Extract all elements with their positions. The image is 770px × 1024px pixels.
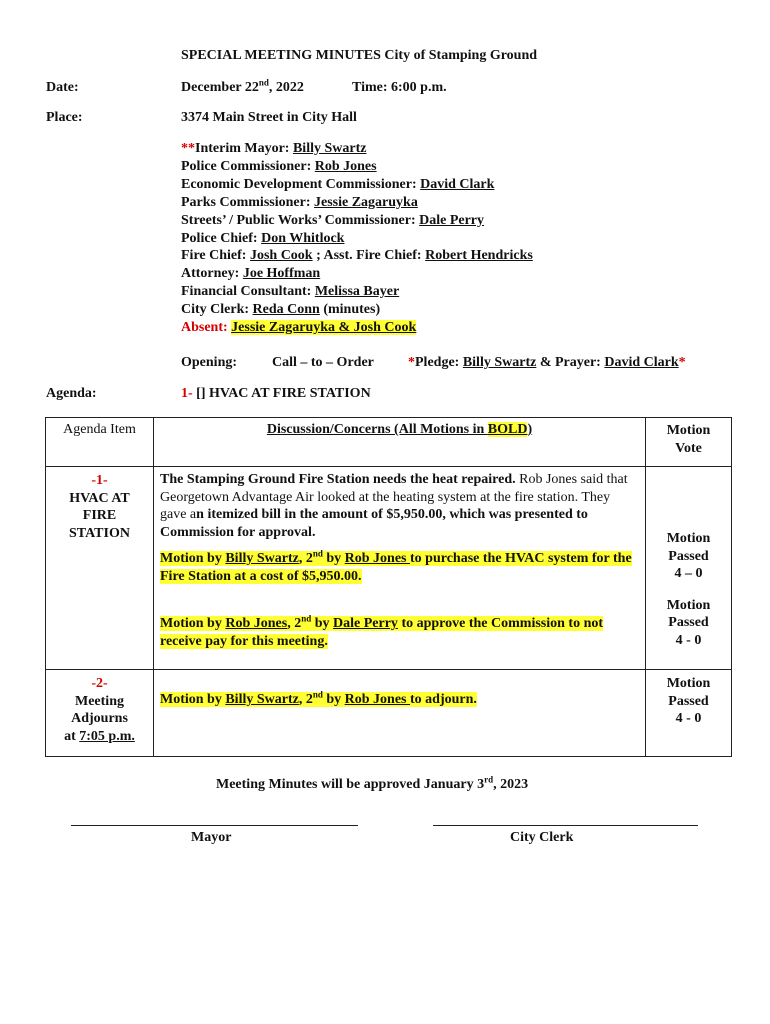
meeting-date: December 22nd, 2022 [181,77,304,95]
discussion-2 [154,670,646,757]
approval-note: Meeting Minutes will be approved January 3rd, 2023 [216,774,529,792]
mayor-signature-line [71,825,358,826]
motion-1: Motion by Billy Swartz, 2nd by Rob Jones to purchase the HVAC system for the Fire Station at a cost of $5,950.00. [160,548,632,584]
attendee-line: Fire Chief: Josh Cook ; Asst. Fire Chief: Robert Hendricks [181,248,533,264]
clerk-signature-line [433,825,698,826]
table-row [46,670,732,757]
clerk-label: City Clerk [510,830,574,845]
attendee-line: **Interim Mayor: Billy Swartz [181,141,367,156]
discussion-1 [154,467,646,670]
header-motion-vote: Motion Vote [646,418,732,467]
vote-cell-1 [646,467,732,670]
attendee-line: Financial Consultant: Melissa Bayer [181,284,400,300]
place-label: Place: [46,110,83,125]
opening-label: Opening: [181,355,238,370]
agenda-item-2: -2- Meeting Adjourns at 7:05 p.m. [46,670,154,757]
table-header-row [46,418,732,467]
date-label: Date: [46,80,79,95]
vote-cell-2 [646,670,732,757]
page-title: SPECIAL MEETING MINUTES City of Stamping Ground [181,48,538,63]
attendee-line: Economic Development Commissioner: David Clark [181,176,495,192]
agenda-table [45,417,732,757]
attendee-list [181,140,533,337]
agenda-item-1: -1- HVAC AT FIRE STATION [46,467,154,670]
attendee-line: Streets’ / Public Works’ Commissioner: Dale Perry [181,212,485,228]
agenda-heading: 1- [] HVAC AT FIRE STATION [181,386,371,401]
attendee-line: Attorney: Joe Hoffman [181,266,321,282]
vote-result-1: Motion Passed 4 – 0 [666,531,711,581]
header-discussion: Discussion/Concerns (All Motions in BOLD) [154,418,646,467]
table-row [46,467,732,670]
meeting-time: Time: 6:00 p.m. [352,80,447,95]
attendee-line: Police Chief: Don Whitlock [181,230,345,246]
vote-result-2: Motion Passed 4 - 0 [666,597,711,648]
pledge-prayer: *Pledge: Billy Swartz & Prayer: David Clark* [408,355,686,370]
discussion-text: The Stamping Ground Fire Station needs the heat repaired. Rob Jones said that Georgetown Advantage Air looked at the heating system at the fire station. They gave an itemized bill in the amount of $5,950.00, which was presented to Commission for approval. [160,472,628,540]
attendee-line: Police Commissioner: Rob Jones [181,158,377,174]
attendee-line: Parks Commissioner: Jessie Zagaruyka [181,194,418,210]
absent-line: Absent: Jessie Zagaruyka & Josh Cook [181,320,417,336]
call-to-order: Call – to – Order [272,355,374,370]
mayor-label: Mayor [191,830,232,845]
header-agenda-item: Agenda Item [46,418,154,467]
vote-result-3: Motion Passed 4 - 0 [666,676,711,726]
motion-3: Motion by Billy Swartz, 2nd by Rob Jones to adjourn. [160,689,477,707]
motion-2: Motion by Rob Jones, 2nd by Dale Perry to approve the Commission to not receive pay for this meeting. [160,613,604,649]
meeting-place: 3374 Main Street in City Hall [181,110,357,125]
agenda-label: Agenda: [46,386,97,401]
attendee-line: City Clerk: Reda Conn (minutes) [181,302,381,318]
